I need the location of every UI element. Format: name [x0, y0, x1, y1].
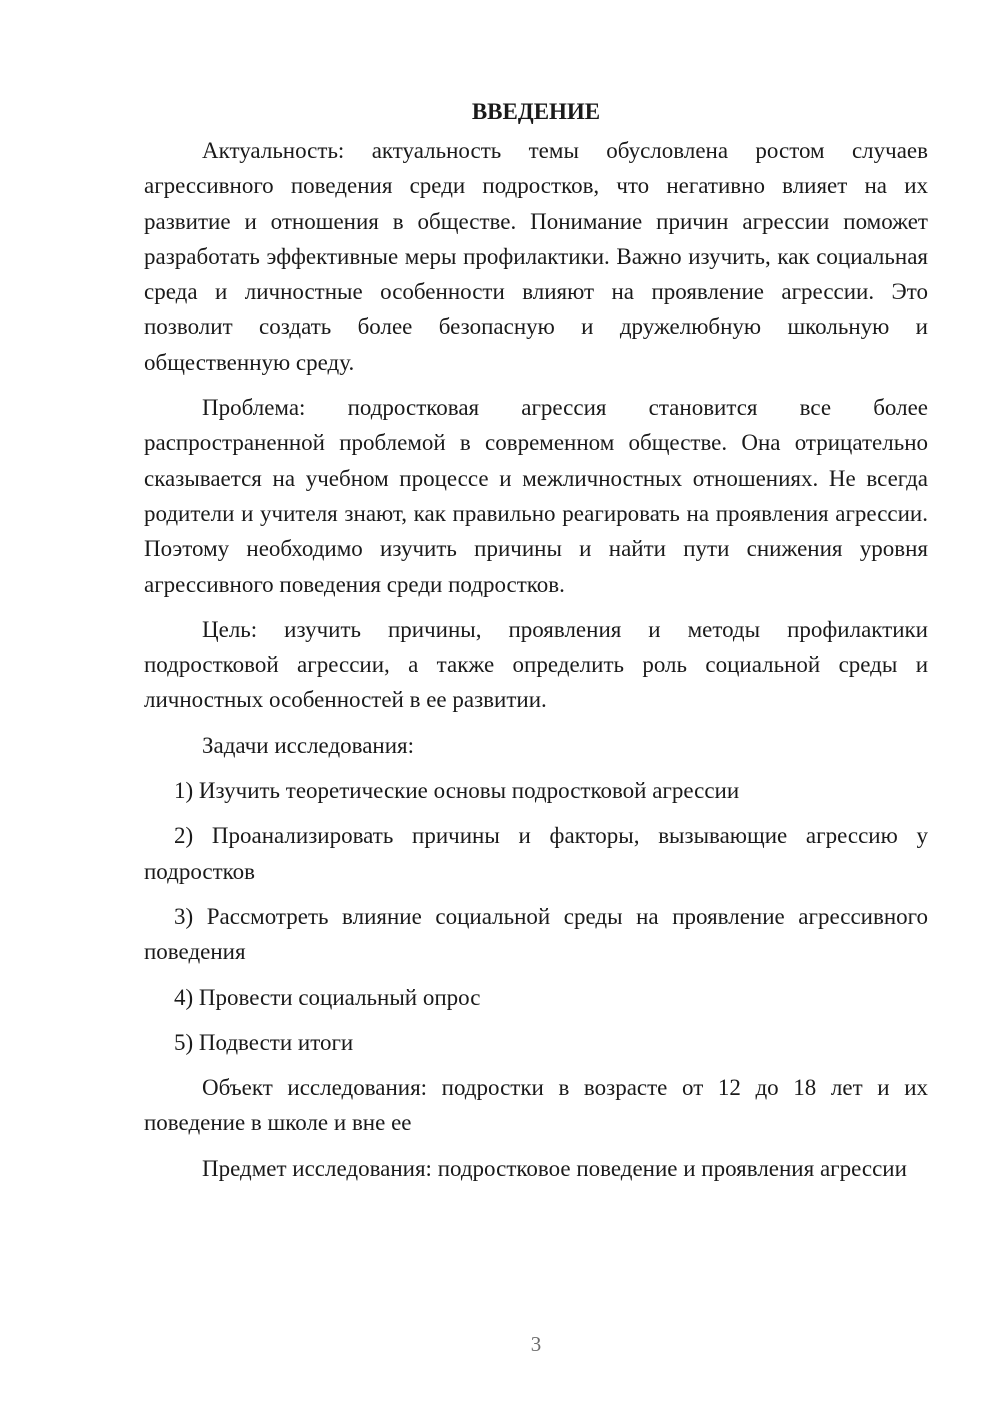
- section-heading: ВВЕДЕНИЕ: [471, 99, 601, 124]
- task-item-5: 5) Подвести итоги: [174, 1029, 354, 1055]
- relevance-paragraph: Актуальность: актуальность темы обусловлена ростом случаев агрессивного поведения среди подростков, что негативно влияет на их развитие и отношения в обществе. Понимание причин агрессии поможет разработать эффективные меры профилактики. Важно изучить, как социальная среда и личностные особенности влияют на проявление агрессии. Это позволит создать более безопасную и дружелюбную школьную и общественную среду.: [144, 138, 928, 375]
- goal-paragraph: Цель: изучить причины, проявления и методы профилактики подростковой агрессии, а также определить роль социальной среды и личностных особенностей в ее развитии.: [144, 616, 928, 713]
- task-item-3: 3) Рассмотреть влияние социальной среды на проявление агрессивного поведения: [144, 903, 928, 965]
- task-item-2: 2) Проанализировать причины и факторы, вызывающие агрессию у подростков: [144, 823, 928, 884]
- tasks-intro: Задачи исследования:: [202, 732, 415, 758]
- object-paragraph: Объект исследования: подростки в возрасте от 12 до 18 лет и их поведение в школе и вне ее: [144, 1075, 928, 1136]
- page-number: 3: [530, 1332, 542, 1356]
- task-item-1: 1) Изучить теоретические основы подростковой агрессии: [174, 778, 740, 804]
- task-item-4: 4) Провести социальный опрос: [174, 984, 481, 1010]
- document-page: [144, 94, 928, 1196]
- subject-paragraph: Предмет исследования: подростковое поведение и проявления агрессии: [202, 1155, 907, 1181]
- problem-paragraph: Проблема: подростковая агрессия становится все более распространенной проблемой в современном обществе. Она отрицательно сказывается на учебном процессе и межличностных отношениях. Не всегда родители и учителя знают, как правильно реагировать на проявления агрессии. Поэтому необходимо изучить причины и найти пути снижения уровня агрессивного поведения среди подростков.: [144, 395, 928, 597]
